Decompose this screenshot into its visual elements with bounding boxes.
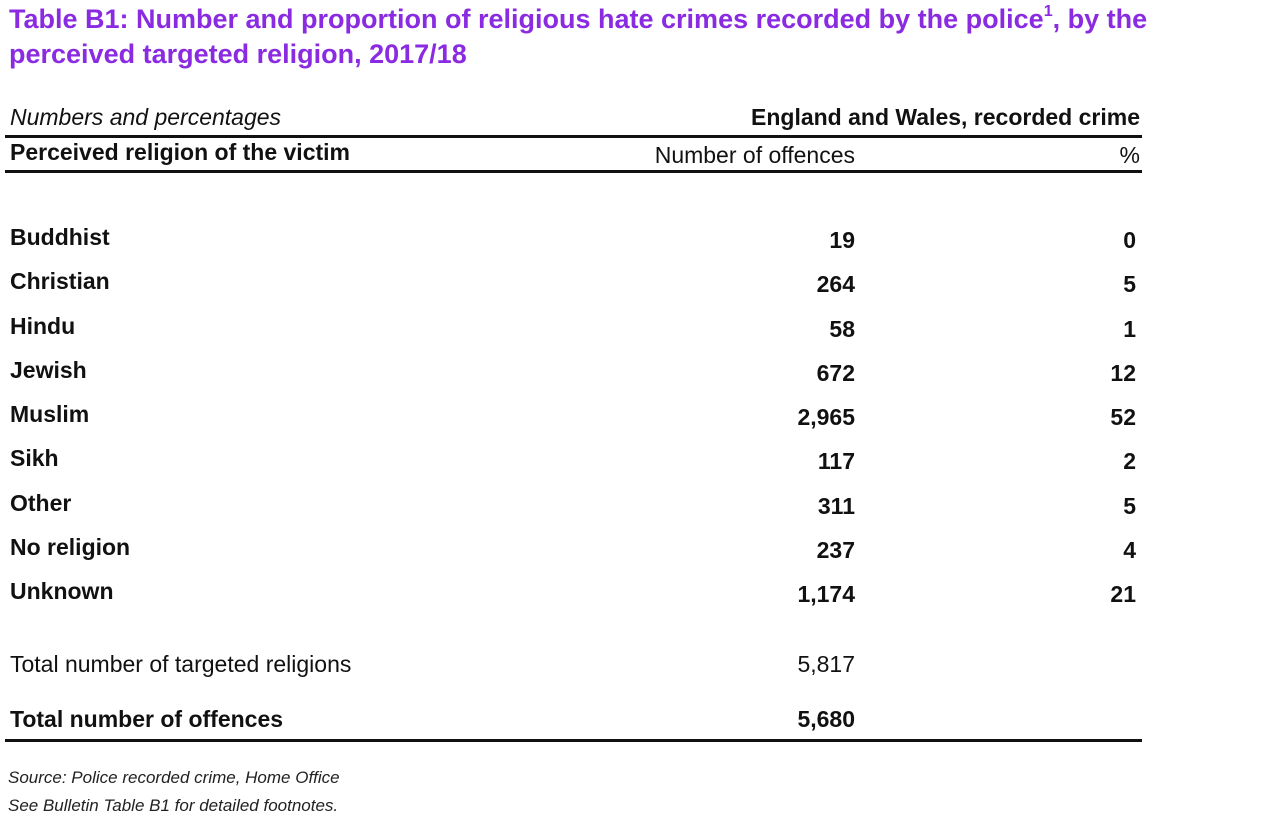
table-row	[10, 445, 1140, 489]
offences-cell: 1,174	[797, 581, 855, 608]
table-row	[10, 490, 1140, 534]
religion-cell: Unknown	[10, 578, 114, 605]
religion-cell: Buddhist	[10, 224, 110, 250]
coverage-label: England and Wales, recorded crime	[751, 104, 1140, 130]
religion-cell: Jewish	[10, 356, 87, 383]
religion-cell: No religion	[10, 534, 131, 561]
column-header-religion: Perceived religion of the victim	[10, 139, 350, 165]
column-header-percent: %	[1119, 142, 1140, 168]
religion-cell: Hindu	[10, 312, 76, 339]
title-line1: Table B1: Number and proportion of religious hate crimes recorded by the police	[9, 4, 1044, 34]
table-meta	[10, 104, 1140, 134]
title-line2: perceived targeted religion, 2017/18	[9, 39, 467, 69]
percent-cell: 4	[1123, 537, 1136, 564]
offences-cell: 264	[816, 271, 855, 298]
table-row	[10, 578, 1140, 622]
header-top-rule	[5, 135, 1142, 138]
percent-cell: 1	[1123, 315, 1136, 342]
table-row	[10, 534, 1140, 578]
table-row	[10, 313, 1140, 357]
offences-cell: 19	[829, 227, 855, 253]
table-body	[10, 224, 1140, 623]
percent-cell: 5	[1123, 271, 1136, 298]
table-row	[10, 268, 1140, 312]
table-row	[10, 224, 1140, 268]
offences-cell: 58	[829, 315, 855, 342]
total-offences-label: Total number of offences	[10, 706, 284, 732]
table-bottom-rule	[5, 739, 1142, 742]
offences-cell: 2,965	[797, 404, 855, 431]
total-targeted-value: 5,817	[797, 651, 855, 677]
percent-cell: 2	[1123, 448, 1136, 475]
source-note: Source: Police recorded crime, Home Office	[8, 768, 340, 787]
title-footnote-ref: 1	[1043, 3, 1053, 20]
offences-cell: 311	[817, 492, 855, 519]
percent-cell: 21	[1110, 581, 1136, 608]
percent-cell: 52	[1110, 404, 1136, 431]
units-label: Numbers and percentages	[10, 104, 282, 130]
total-targeted-label: Total number of targeted religions	[10, 651, 352, 677]
offences-cell: 237	[816, 537, 855, 564]
offences-cell: 117	[817, 448, 855, 475]
header-bottom-rule	[5, 170, 1142, 173]
total-offences-value: 5,680	[797, 706, 855, 732]
column-header-offences: Number of offences	[654, 142, 855, 168]
total-targeted-row	[10, 651, 1140, 681]
religion-cell: Other	[10, 489, 72, 516]
table-title	[9, 2, 1274, 72]
percent-cell: 12	[1110, 359, 1136, 386]
religion-cell: Sikh	[10, 445, 59, 472]
percent-cell: 5	[1123, 492, 1136, 519]
table-row	[10, 357, 1140, 401]
title-line1-suffix: , by the	[1052, 4, 1148, 34]
percent-cell: 0	[1123, 227, 1136, 253]
religion-cell: Christian	[10, 268, 110, 295]
total-offences-row	[10, 706, 1140, 736]
offences-cell: 672	[816, 359, 855, 386]
footnote-note: See Bulletin Table B1 for detailed footnotes.	[8, 796, 339, 815]
column-header-row	[10, 139, 1140, 169]
religion-cell: Muslim	[10, 401, 90, 428]
table-row	[10, 401, 1140, 445]
